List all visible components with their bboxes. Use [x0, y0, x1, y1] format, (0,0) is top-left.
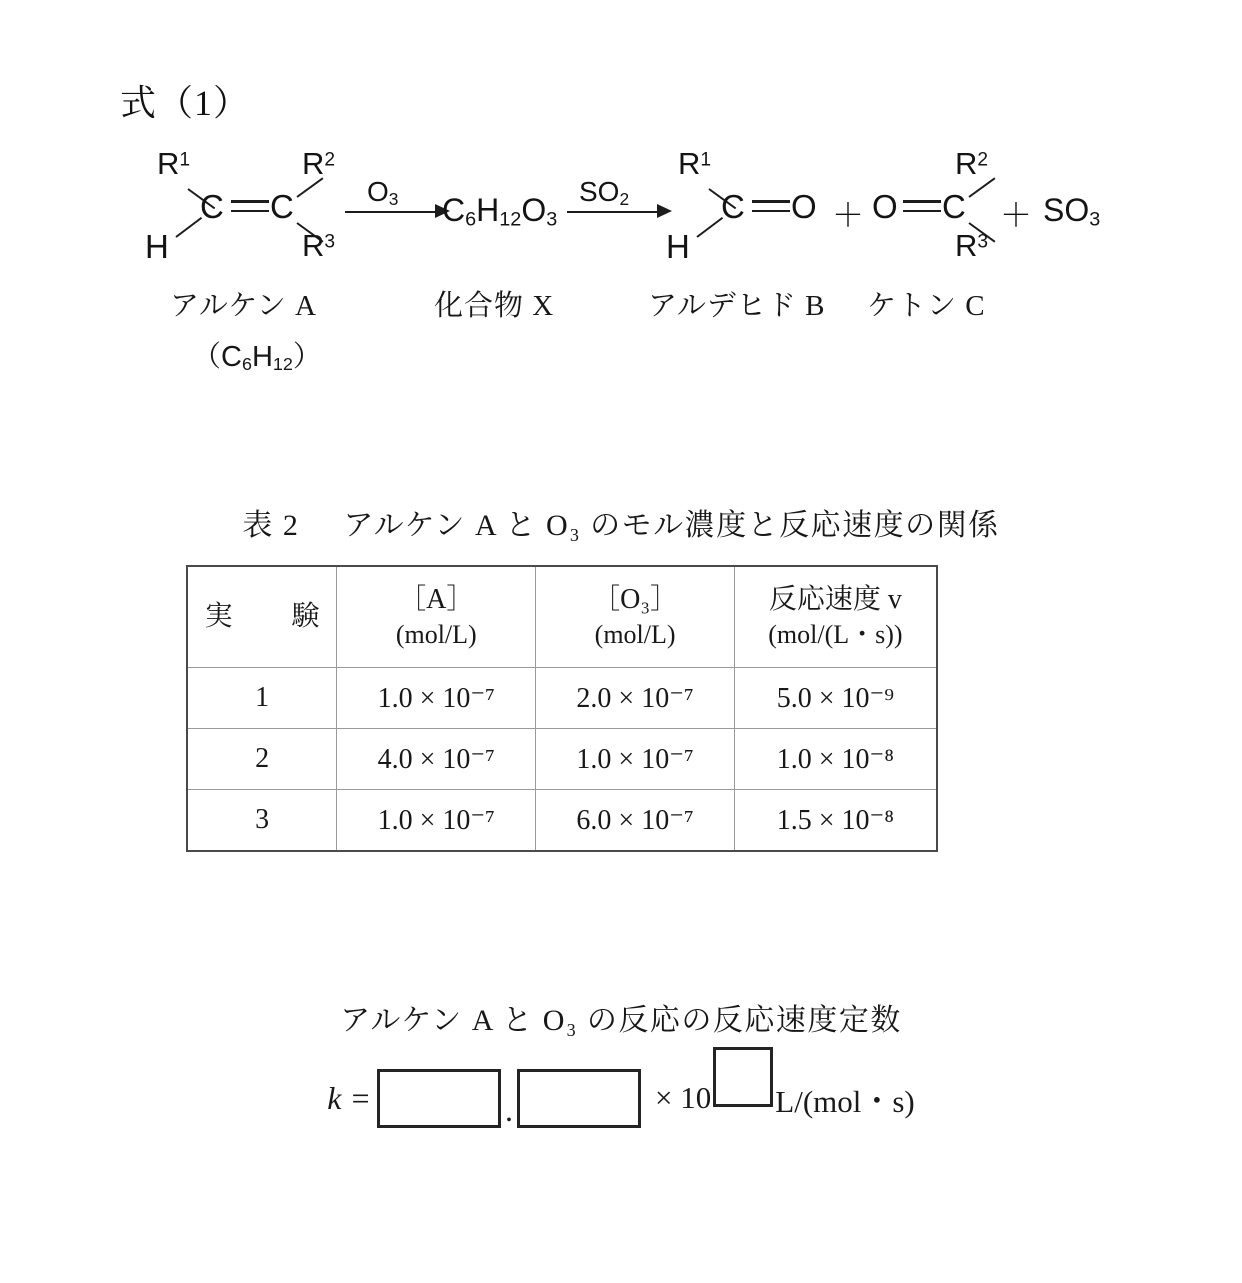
ketone-oxygen: O	[872, 188, 898, 225]
reaction-rate-table	[186, 565, 938, 852]
reactant-carbon-right: C	[270, 188, 294, 225]
cell-concentration-o3: 1.0 × 10⁻⁷	[536, 729, 734, 790]
column-header-concentration-o3	[536, 566, 734, 668]
equation-label: 式（1）	[120, 83, 251, 123]
answer-box-exponent[interactable]	[713, 1047, 773, 1107]
table-header-row	[187, 566, 937, 668]
reaction-arrow-reduction	[567, 176, 672, 222]
caption-alkene-a: アルケン A	[170, 290, 318, 322]
column-header-experiment: 実 験	[187, 566, 337, 668]
column-header-rate-line1: 反応速度 v	[768, 584, 902, 616]
column-header-reaction-rate	[734, 566, 937, 668]
reaction-arrow-ozonolysis	[345, 176, 450, 222]
cell-concentration-a: 4.0 × 10⁻⁷	[337, 729, 536, 790]
plus-sign-2: ＋	[1000, 197, 1033, 233]
cell-concentration-a: 1.0 × 10⁻⁷	[337, 790, 536, 852]
cell-reaction-rate: 1.5 × 10⁻⁸	[734, 790, 937, 852]
cell-experiment: 2	[187, 729, 337, 790]
reactant-substituent-r3: $R^3$	[302, 228, 336, 263]
aldehyde-carbon: C	[721, 188, 745, 225]
answer-caption: アルケン A と O₃ の反応の反応速度定数	[340, 1004, 902, 1037]
caption-alkene-a-formula: $(C_6H_{12})$	[192, 341, 322, 374]
column-header-conc-a-line2: (mol/L)	[395, 620, 477, 650]
ketone-substituent-r3: $R^3$	[955, 228, 989, 263]
times-ten-label: × 10	[655, 1080, 712, 1115]
answer-box-mantissa-integer[interactable]	[377, 1069, 501, 1128]
table-caption-number: 表 2	[242, 509, 300, 542]
column-header-conc-o3-line2: (mol/L)	[594, 620, 676, 650]
column-header-conc-a-line1: ［A］	[398, 584, 475, 616]
ketone-substituent-r2: $R^2$	[955, 146, 989, 181]
cell-experiment: 1	[187, 668, 337, 729]
column-header-conc-o3-line1: ［O₃］	[592, 584, 679, 616]
answer-entry-row	[0, 1068, 1242, 1128]
aldehyde-oxygen: O	[791, 188, 817, 225]
arrow-label-so2: $SO_2$	[579, 176, 630, 209]
table-row	[187, 729, 937, 790]
table-caption-text: アルケン A と O₃ のモル濃度と反応速度の関係	[343, 509, 1000, 542]
aldehyde-hydrogen: H	[666, 228, 690, 265]
column-header-rate-line2: (mol/(L・s))	[768, 620, 903, 650]
table-caption	[0, 500, 1242, 544]
bond-h-to-c1	[175, 217, 202, 238]
cell-reaction-rate: 1.0 × 10⁻⁸	[734, 729, 937, 790]
table-row	[187, 790, 937, 852]
arrow-label-o3: $O_3$	[367, 176, 399, 209]
rate-constant-label: k =	[327, 1079, 372, 1116]
plus-sign-1: ＋	[832, 197, 865, 233]
table-row	[187, 668, 937, 729]
double-bond-aldehyde-co	[752, 200, 790, 212]
double-bond-c1-c2	[231, 200, 269, 212]
aldehyde-substituent-r1: $R^1$	[678, 146, 712, 181]
cell-concentration-o3: 2.0 × 10⁻⁷	[536, 668, 734, 729]
answer-box-mantissa-decimal[interactable]	[517, 1069, 641, 1128]
reactant-substituent-r1: $R^1$	[157, 146, 191, 181]
reactant-substituent-r2: $R^2$	[302, 146, 336, 181]
ketone-carbon: C	[942, 188, 966, 225]
cell-concentration-a: 1.0 × 10⁻⁷	[337, 668, 536, 729]
cell-concentration-o3: 6.0 × 10⁻⁷	[536, 790, 734, 852]
cell-experiment: 3	[187, 790, 337, 852]
cell-reaction-rate: 5.0 × 10⁻⁹	[734, 668, 937, 729]
double-bond-ketone-co	[903, 200, 941, 212]
reactant-hydrogen: H	[145, 228, 169, 265]
caption-aldehyde-b: アルデヒド B	[648, 290, 826, 322]
reactant-carbon-left: C	[200, 188, 224, 225]
column-header-concentration-a	[337, 566, 536, 668]
bond-h-to-aldehyde-carbon	[696, 217, 723, 238]
decimal-point: .	[505, 1091, 514, 1128]
byproduct-so3: $SO_3$	[1043, 192, 1101, 231]
reaction-scheme	[0, 130, 1242, 265]
caption-ketone-c: ケトン C	[867, 290, 986, 322]
caption-compound-x: 化合物 X	[434, 290, 555, 322]
intermediate-formula: $C_6H_{12}O_3$	[442, 192, 558, 231]
rate-constant-unit: L/(mol・s)	[775, 1083, 915, 1119]
